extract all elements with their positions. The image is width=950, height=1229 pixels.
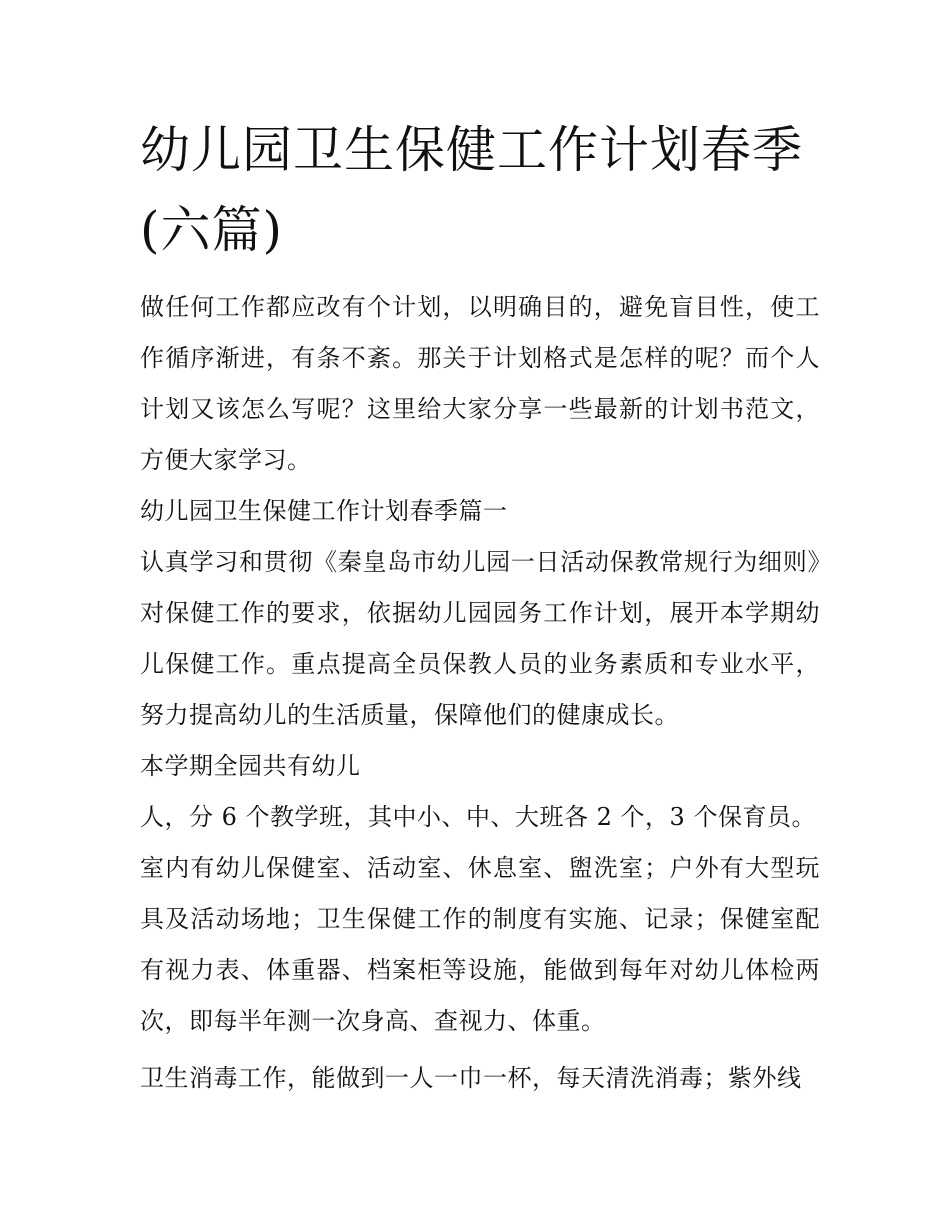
body-paragraph: 人，分 6 个教学班，其中小、中、大班各 2 个，3 个保育员。	[140, 803, 816, 831]
document-title: 幼儿园卫生保健工作计划春季(六篇)	[140, 121, 803, 259]
section-heading: 幼儿园卫生保健工作计划春季篇一	[140, 497, 508, 525]
body-paragraph: 室内有幼儿保健室、活动室、休息室、盥洗室；户外有大型玩具及活动场地；卫生保健工作的制度有实施、记录；保健室配有视力表、体重器、档案柜等设施，能做到每年对幼儿体检两次，即每半年测一次身高、查视力、体重。	[140, 854, 820, 1035]
body-paragraph: 卫生消毒工作，能做到一人一巾一杯，每天清洗消毒；紫外线	[140, 1064, 802, 1092]
intro-paragraph: 做任何工作都应改有个计划，以明确目的，避免盲目性，使工作循序渐进，有条不紊。那关于计划格式是怎样的呢？而个人计划又该怎么写呢？这里给大家分享一些最新的计划书范文，方便大家学习。	[140, 293, 820, 474]
body-paragraph: 本学期全园共有幼儿	[140, 752, 361, 780]
document-page	[140, 110, 820, 1104]
body-paragraph: 认真学习和贯彻《秦皇岛市幼儿园一日活动保教常规行为细则》对保健工作的要求，依据幼儿园园务工作计划，展开本学期幼儿保健工作。重点提高全员保教人员的业务素质和专业水平，努力提高幼儿的生活质量，保障他们的健康成长。	[140, 548, 820, 729]
